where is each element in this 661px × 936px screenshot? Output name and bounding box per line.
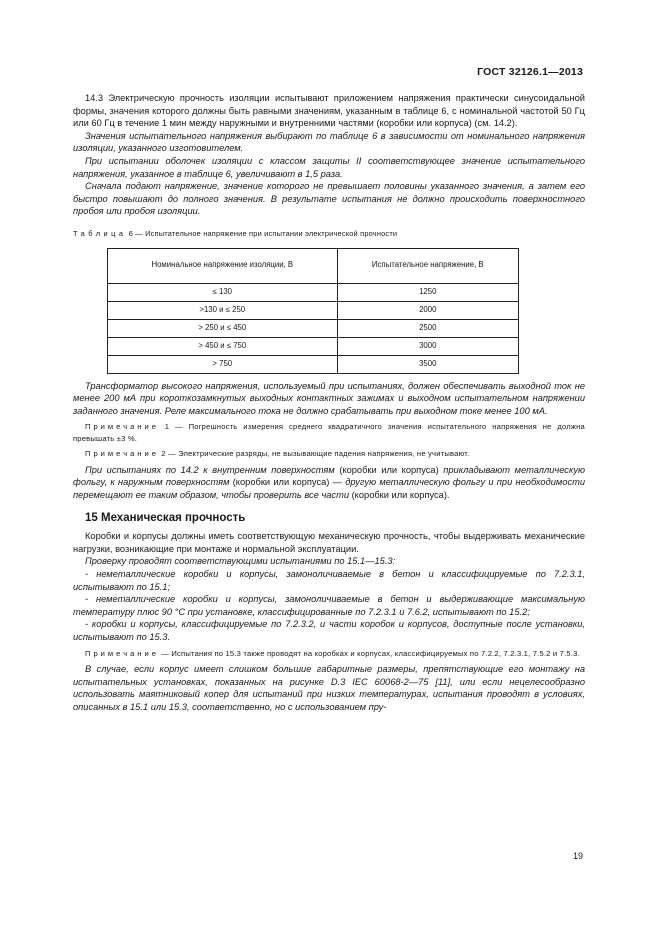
column-header-test-voltage: Испытательное напряжение, В (337, 248, 518, 283)
table-caption-word: Таблица (73, 228, 127, 238)
note-label: Примечание (85, 422, 159, 432)
test-voltage-table (107, 248, 519, 374)
text-run: При испытаниях по 14.2 к внутренним поверхностям (85, 464, 335, 475)
text-run: (коробки или корпуса) (334, 464, 444, 475)
rated-voltage-cell: > 750 (108, 355, 338, 373)
paragraph-transformer: Трансформатор высокого напряжения, используемый при испытаниях, должен обеспечивать выходной ток не менее 200 мА при короткозамкнутых выходных контактных зажимах и выходном испытательном напряжении заданного значения. Реле максимального тока не должно срабатывать при выходном токе менее 100 мА. (73, 380, 585, 416)
note-3 (73, 648, 585, 660)
note-text: 2 — Электрические разряды, не вызывающие падения напряжения, не учитывают. (158, 449, 470, 459)
rated-voltage-cell: > 250 и ≤ 450 (108, 319, 338, 337)
rated-voltage-cell: > 450 и ≤ 750 (108, 337, 338, 355)
page-content (73, 92, 585, 713)
test-voltage-cell: 2000 (337, 301, 518, 319)
test-voltage-cell: 3000 (337, 337, 518, 355)
rated-voltage-cell: >130 и ≤ 250 (108, 301, 338, 319)
column-header-rated-voltage: Номинальное напряжение изоляции, В (108, 248, 338, 283)
paragraph-class-ii: При испытании оболочек изоляции с классом защиты II соответствующее значение испытательного напряжения, указанное в таблице 6, увеличивают в 1,5 раза. (73, 155, 585, 179)
table-caption (73, 228, 585, 241)
list-item: - коробки и корпусы, классифицируемые по 7.2.3.2, и части коробок и корпусов, доступные после установки, испытывают по 15.3. (73, 619, 585, 642)
text-run: (коробки или корпуса) (229, 477, 333, 488)
note-2 (73, 448, 585, 460)
note-text: 1 — Погрешность измерения среднего квадратичного значения испытательного напряжения не должна превышать ±3 %. (73, 422, 585, 443)
list-item: - неметаллические коробки и корпусы, замоноличиваемые в бетон и классифицируемые по 7.2.3.1, испытывают по 15.1; (73, 568, 585, 592)
table-row (108, 355, 519, 373)
text-run: — другую металлическую фольгу и при необходимости перемещают ее таким образом, чтобы проверить все части (73, 477, 586, 500)
list-item: - неметаллические коробки и корпусы, замоноличиваемые в бетон и выдерживающие максимальную температуру плюс 90 °С при установке, классифицированные по 7.2.3.1 и 7.6.2, испытывают по 15.2; (73, 594, 585, 617)
table-row (108, 301, 519, 319)
table-caption-text: 6 — Испытательное напряжение при испытании электрической прочности (126, 228, 398, 238)
table-row (108, 319, 519, 337)
note-text: — Испытания по 15.3 также проводят на коробках и корпусах, классифицируемых по 7.2.2, 7.2.3.1, 7.5.2 и 7.5.3. (158, 648, 580, 658)
note-label: Примечание (85, 449, 159, 459)
page-number: 19 (572, 851, 583, 861)
test-voltage-cell: 3500 (337, 355, 518, 373)
text-run: (коробки или корпуса). (349, 490, 450, 500)
rated-voltage-cell: ≤ 130 (108, 283, 338, 301)
test-voltage-cell: 1250 (337, 283, 518, 301)
paragraph-15-intro: Коробки и корпусы должны иметь соответствующую механическую прочность, чтобы выдерживать механические нагрузки, возникающие при монтаже и нормальной эксплуатации. (73, 531, 585, 554)
table-row (108, 337, 519, 355)
standard-header: ГОСТ 32126.1—2013 (477, 66, 583, 78)
table-row (108, 283, 519, 301)
paragraph-15-check: Проверку проводят соответствующими испытаниями по 15.1—15.3: (85, 556, 396, 567)
test-voltage-cell: 2500 (337, 319, 518, 337)
paragraph-14-3: 14.3 Электрическую прочность изоляции испытывают приложением напряжения практически синусоидальной формы, значения которого должны быть равными значениям, указанным в таблице 6, с номинальной частотой 50 Гц или 60 Гц в течение 1 мин между наружными и внутренними частями (коробки или корпуса) (см. 14.2). (73, 93, 585, 129)
paragraph-voltage-sequence: Сначала подают напряжение, значение которого не превышает половины указанного значения, а затем его быстро повышают до полного значения. В результате испытания не должно происходить поверхностного пробоя или пробоя изоляции. (73, 181, 585, 217)
note-1 (73, 421, 585, 444)
section-15-heading: 15 Механическая прочность (85, 511, 246, 524)
table-header-row (108, 248, 519, 283)
paragraph-inner-surfaces (73, 464, 585, 502)
paragraph-test-values: Значения испытательного напряжения выбирают по таблице 6 в зависимости от номинального напряжения изоляции, указанного изготовителем. (73, 130, 585, 154)
note-label: Примечание (85, 648, 159, 658)
paragraph-large-case: В случае, если корпус имеет слишком большие габаритные размеры, препятствующие его монтажу на испытательных установках, показанных на рисунке D.3 IEC 60068-2—75 [11], или если нецелесообразно использовать маятниковый копер для испытаний при низких температурах, испытания проводят в условиях, описанных в 15.1 или 15.3, соответственно, но с использованием пру- (73, 664, 585, 712)
text-run: прикладывают металлическую фольгу, к наружным поверхностям (73, 464, 585, 488)
